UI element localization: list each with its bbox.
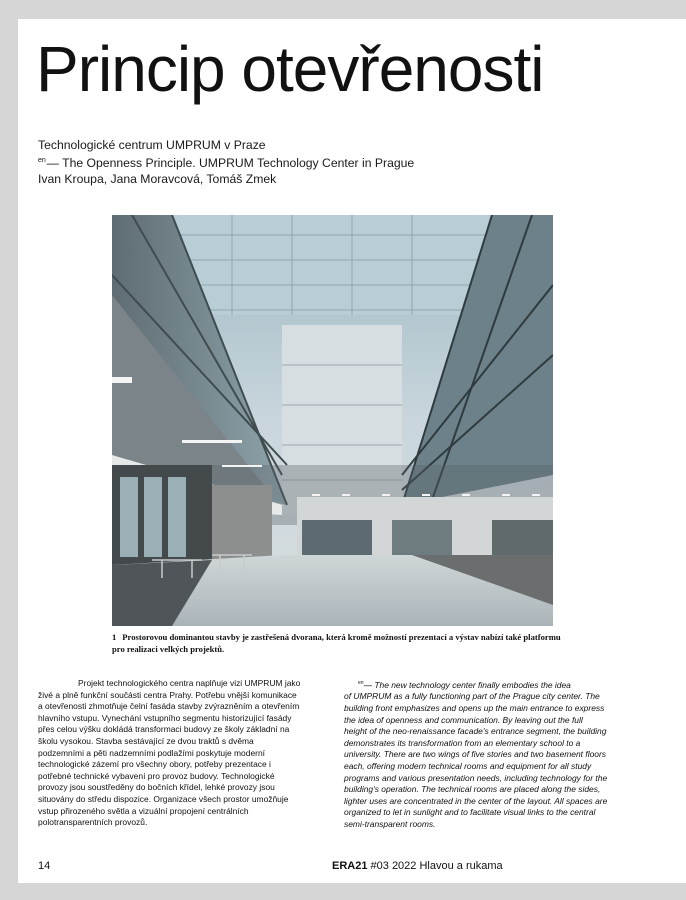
en-marker: en (38, 157, 46, 164)
article-meta (38, 137, 414, 187)
article-title: Princip otevřenosti (36, 33, 544, 105)
english-lead-line (344, 678, 608, 691)
magazine-name: ERA21 (332, 860, 368, 872)
magazine-page (18, 19, 686, 883)
english-body-text: of UMPRUM as a fully functioning part of the Prague city center. The building front emphasizes and opens up the main entrance to express the idea of openness and communication. By leaving out the full height of the neo-renaissance facade's entrance segment, the building demonstrates its transformation from an elementary school to a university. There are two wings of five stories and two basement floors each, offering modern technical rooms and equipment for all study programs and various presentation needs, including technology for the building's operation. The technical rooms are placed along the sides, lighter uses are concentrated in the center of the layout. All spaces are organized to let in sunlight and to facilitate visual links to the central semi-transparent rooms. (344, 691, 608, 829)
body-text-english (344, 678, 608, 831)
issue-label: #03 2022 Hlavou a rukama (370, 860, 503, 872)
body-text-czech: Projekt technologického centra naplňuje vizi UMPRUM jako živé a plně funkční součásti centra Prahy. Potřebu vnější komunikace a otevřenosti zhmotňuje čelní fasáda stavby zvýrazněním a otevřením hlavního vstupu. Vynechání vstupního segmentu historizující fasády přes celou výšku dokládá transformaci budovy ze školy základní na školu vysokou. Stavba sestávající ze dvou traktů s dvěma podzemními a pěti nadzemními podlažími poskytuje moderní technologické zázemí pro všechny obory, potřeby prezentace i potřebné technické vybavení pro provoz budovy. Technologické provozy jsou soustředěny do bočních křídel, lehké provozy jsou situovány do středu dispozice. Organizace všech prostor umožňuje vstup přirozeného světla a vizuální propojení centrálních polotransparentních provozů. (38, 678, 301, 828)
figure-caption-text: Prostorovou dominantou stavby je zastřešená dvorana, která kromě možností prezentací a výstav nabízí také platformu pro realizaci velkých projektů. (112, 632, 561, 654)
page-number: 14 (38, 860, 51, 872)
english-lead-text: — The new technology center finally embodies the idea (363, 679, 571, 690)
magazine-footer (332, 860, 503, 872)
figure-caption (112, 632, 562, 655)
figure-number: 1 (112, 632, 117, 642)
subtitle-english (38, 153, 414, 171)
subtitle-czech: Technologické centrum UMPRUM v Praze (38, 138, 266, 152)
authors: Ivan Kroupa, Jana Moravcová, Tomáš Zmek (38, 172, 277, 187)
subtitle-english-text: — The Openness Principle. UMPRUM Technology Center in Prague (46, 156, 415, 171)
en-marker: en (358, 680, 364, 686)
atrium-photo (112, 215, 553, 626)
